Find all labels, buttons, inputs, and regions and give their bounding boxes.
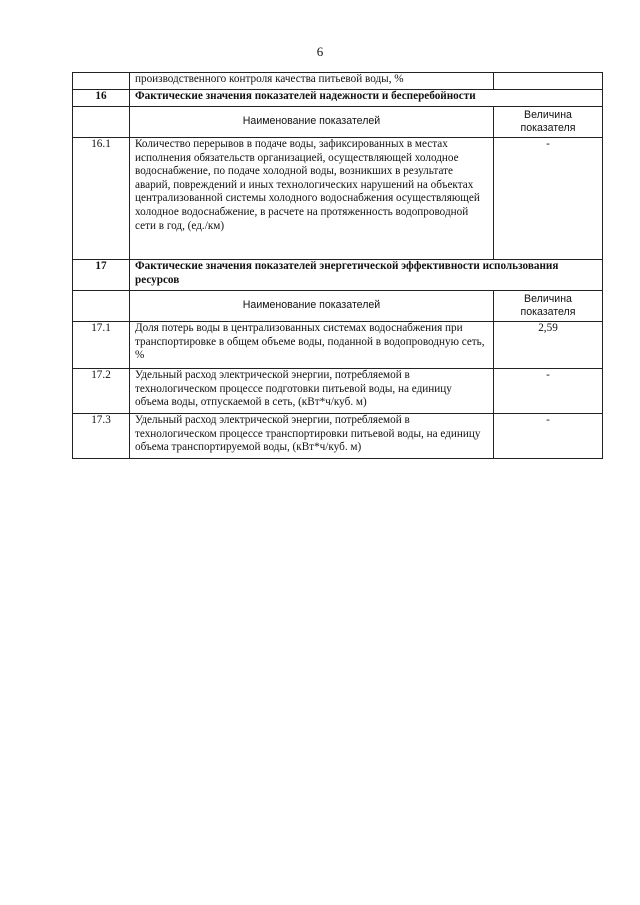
row-value: - bbox=[494, 138, 603, 260]
row-17-1 bbox=[73, 322, 603, 369]
section-title: Фактические значения показателей надежности и бесперебойности bbox=[130, 90, 603, 107]
row-17-2 bbox=[73, 369, 603, 414]
header-row-16 bbox=[73, 107, 603, 138]
row-description: Доля потерь воды в централизованных системах водоснабжения при транспортировке в общем объеме воды, поданной в водопроводную сеть, % bbox=[130, 322, 494, 369]
row-17-3 bbox=[73, 414, 603, 459]
row-number: 17.2 bbox=[73, 369, 130, 414]
section-number: 16 bbox=[73, 90, 130, 107]
row-description: производственного контроля качества питьевой воды, % bbox=[130, 73, 494, 90]
section-17-row bbox=[73, 260, 603, 291]
section-title: Фактические значения показателей энергетической эффективности использования ресурсов bbox=[130, 260, 603, 291]
continuation-row bbox=[73, 73, 603, 90]
row-value bbox=[494, 73, 603, 90]
row-description: Количество перерывов в подаче воды, зафиксированных в местах исполнения обязательств организацией, осуществляющей холодное водоснабжение, по подаче холодной воды, возникших в результате аварий, повреждений и иных технологических нарушений на объектах централизованной системы холодного водоснабжения осуществляющей холодное водоснабжение, в расчете на протяженность водопроводной сети в год, (ед./км) bbox=[130, 138, 494, 260]
header-number-cell bbox=[73, 291, 130, 322]
row-number: 17.1 bbox=[73, 322, 130, 369]
row-number: 16.1 bbox=[73, 138, 130, 260]
row-number bbox=[73, 73, 130, 90]
row-number: 17.3 bbox=[73, 414, 130, 459]
header-value: Величина показателя bbox=[494, 107, 603, 138]
row-16-1 bbox=[73, 138, 603, 260]
header-row-17 bbox=[73, 291, 603, 322]
header-name: Наименование показателей bbox=[130, 291, 494, 322]
row-value: 2,59 bbox=[494, 322, 603, 369]
header-number-cell bbox=[73, 107, 130, 138]
row-value: - bbox=[494, 414, 603, 459]
row-description: Удельный расход электрической энергии, потребляемой в технологическом процессе подготовки питьевой воды, на единицу объема воды, отпускаемой в сеть, (кВт*ч/куб. м) bbox=[130, 369, 494, 414]
page-number: 6 bbox=[316, 44, 324, 59]
row-description: Удельный расход электрической энергии, потребляемой в технологическом процессе транспортировки питьевой воды, на единицу объема транспортируемой воды, (кВт*ч/куб. м) bbox=[130, 414, 494, 459]
indicators-table bbox=[72, 72, 603, 459]
section-number: 17 bbox=[73, 260, 130, 291]
row-value: - bbox=[494, 369, 603, 414]
section-16-row bbox=[73, 90, 603, 107]
header-value: Величина показателя bbox=[494, 291, 603, 322]
header-name: Наименование показателей bbox=[130, 107, 494, 138]
